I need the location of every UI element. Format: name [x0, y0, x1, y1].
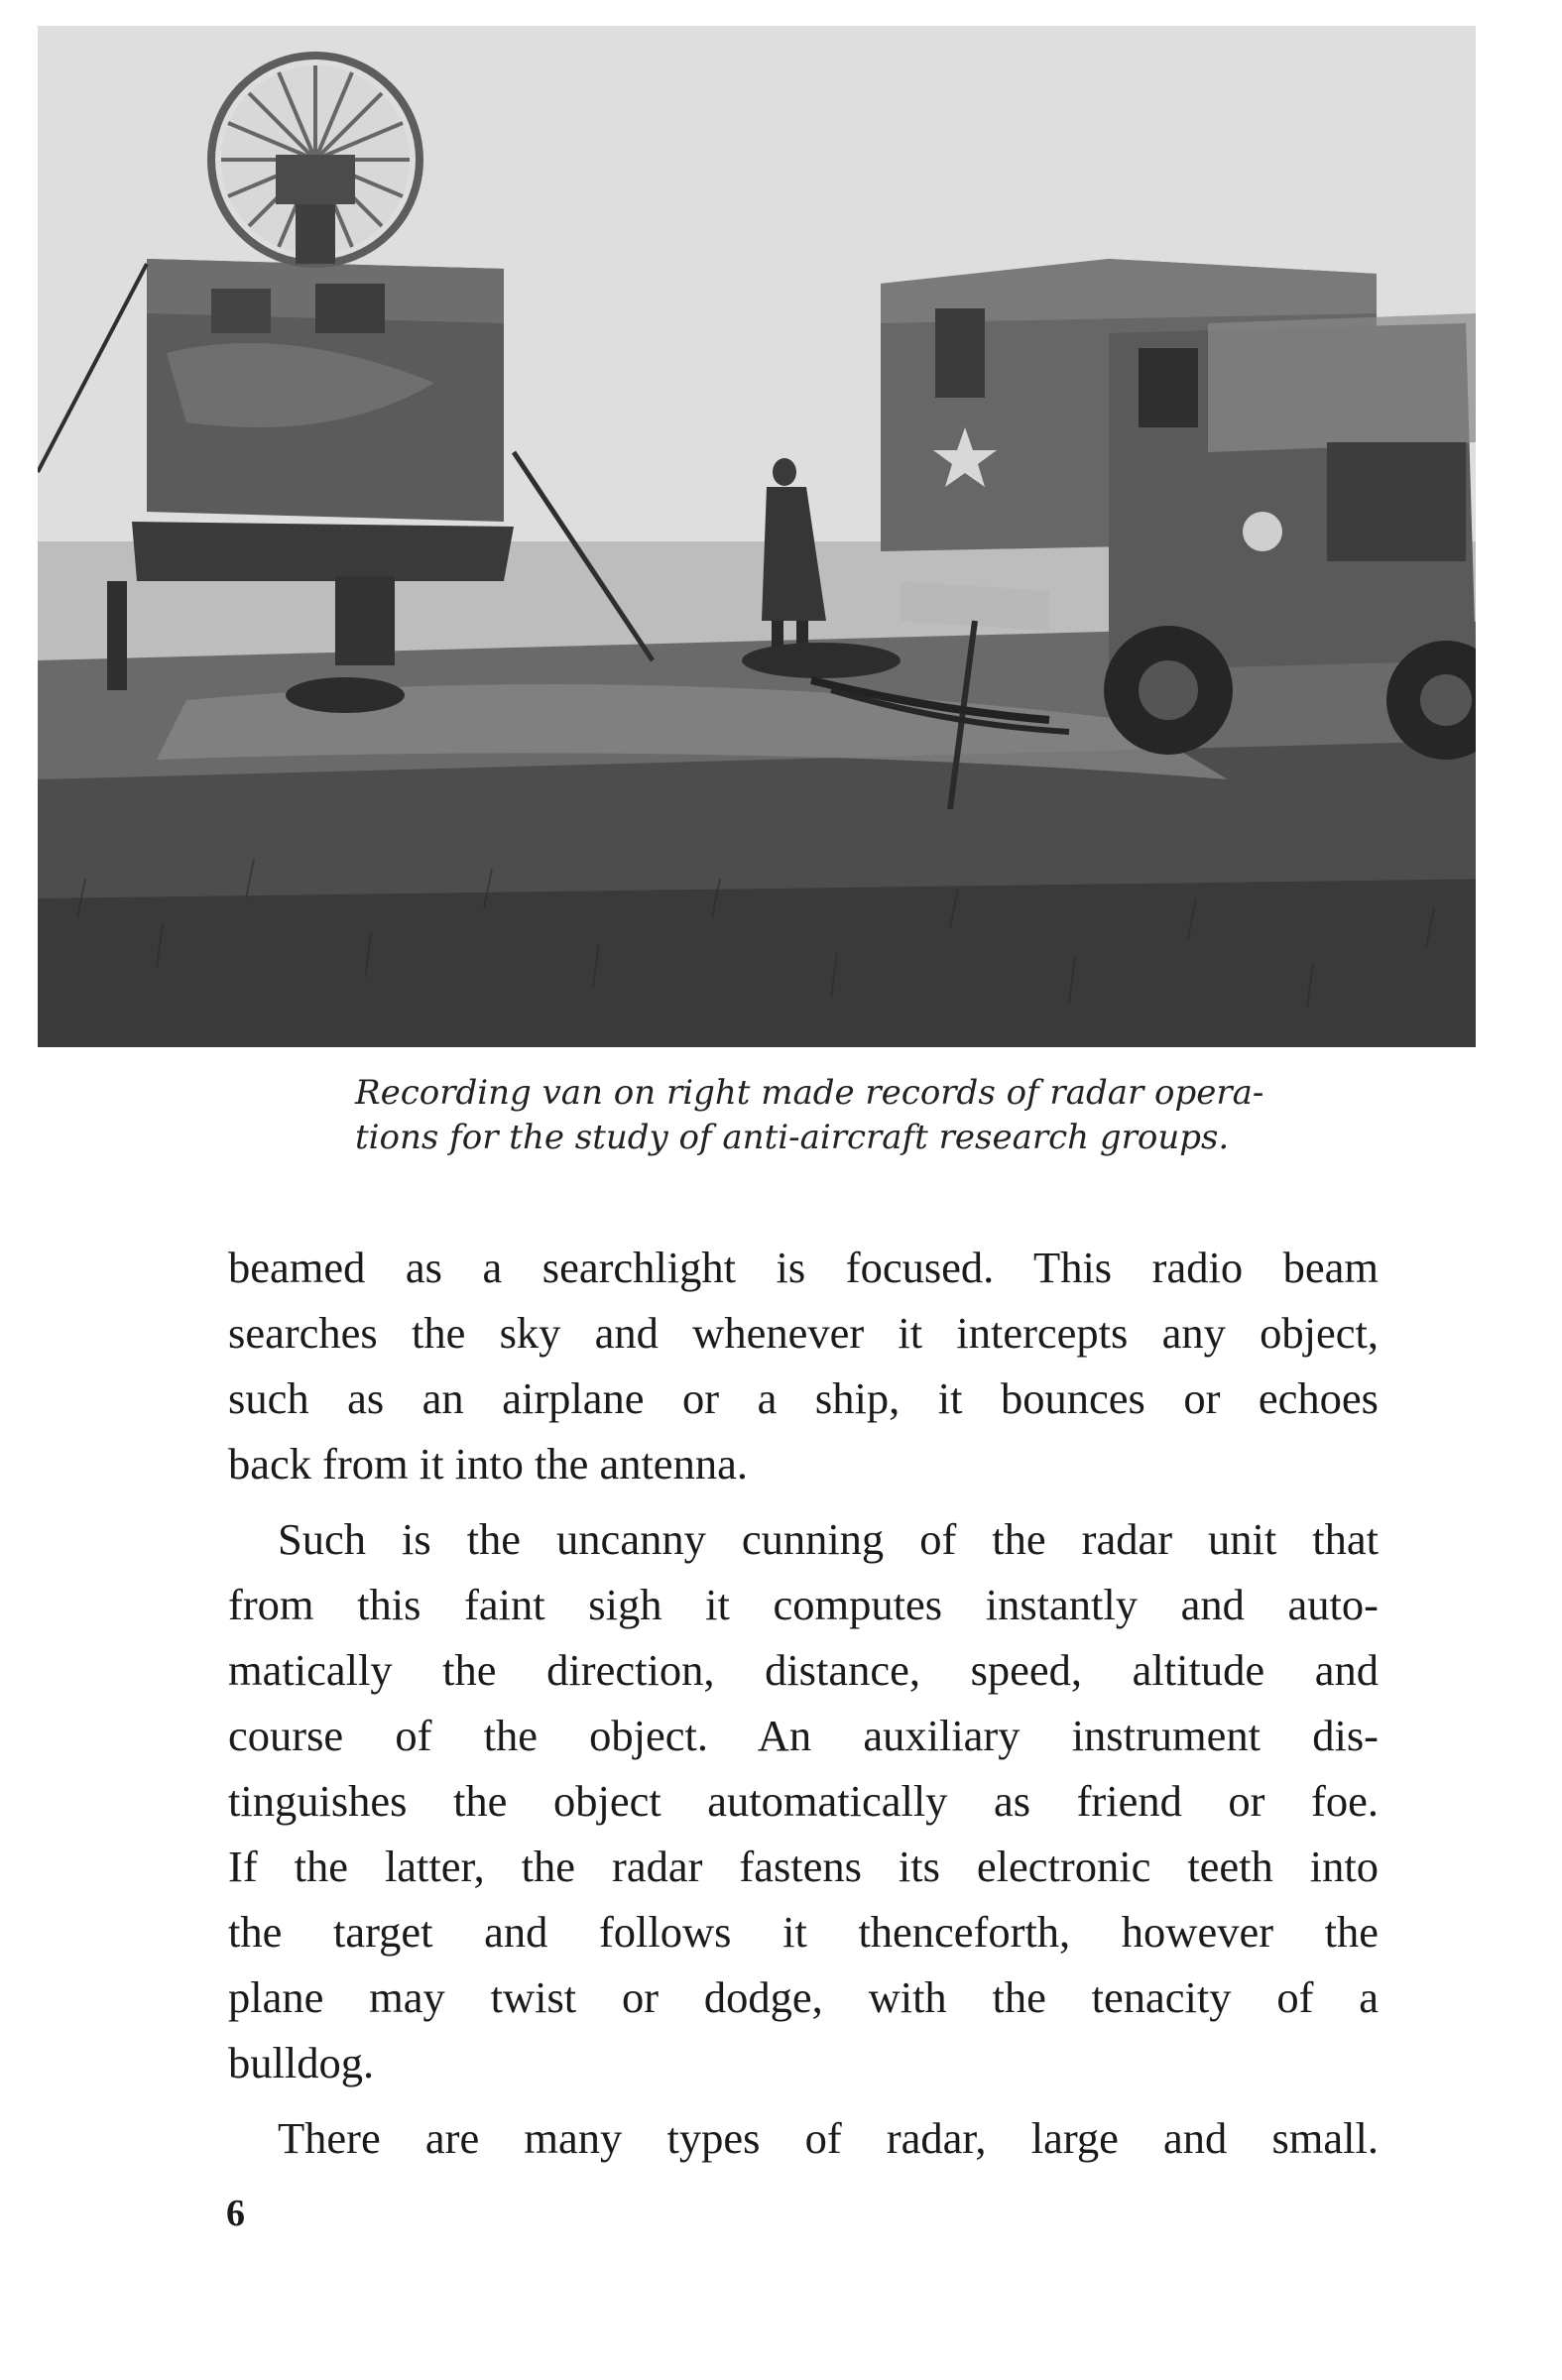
- text-line: There are many types of radar, large and small.: [278, 2113, 1379, 2163]
- paragraph-1: [228, 1235, 1379, 1496]
- text-line: bulldog.: [228, 2038, 375, 2087]
- paragraph-2: [228, 1506, 1379, 2095]
- text-line: from this faint sigh it computes instantly and auto-: [228, 1580, 1379, 1629]
- paragraph-3: [228, 2105, 1379, 2171]
- body-text: [228, 1235, 1379, 2181]
- page-number: 6: [226, 2193, 245, 2234]
- radar-van-photo: [38, 26, 1505, 1047]
- text-line: the target and follows it thenceforth, however the: [228, 1907, 1379, 1957]
- photo-caption: [355, 1071, 1287, 1160]
- caption-line: tions for the study of anti-aircraft research groups.: [355, 1118, 1230, 1157]
- text-line: course of the object. An auxiliary instrument dis-: [228, 1711, 1379, 1760]
- text-line: such as an airplane or a ship, it bounces or echoes: [228, 1373, 1379, 1423]
- caption-line: Recording van on right made records of radar opera-: [355, 1073, 1264, 1113]
- torn-photo-edge: [1476, 26, 1505, 1047]
- text-line: matically the direction, distance, speed, altitude and: [228, 1645, 1379, 1695]
- text-line: plane may twist or dodge, with the tenacity of a: [228, 1972, 1379, 2022]
- text-line: beamed as a searchlight is focused. This radio beam: [228, 1243, 1379, 1292]
- text-line: searches the sky and whenever it intercepts any object,: [228, 1308, 1379, 1358]
- text-line: Such is the uncanny cunning of the radar unit that: [278, 1514, 1379, 1564]
- text-line: If the latter, the radar fastens its electronic teeth into: [228, 1842, 1379, 1891]
- text-line: back from it into the antenna.: [228, 1439, 748, 1488]
- text-line: tinguishes the object automatically as friend or foe.: [228, 1776, 1379, 1826]
- photograph-icon: [38, 26, 1505, 1047]
